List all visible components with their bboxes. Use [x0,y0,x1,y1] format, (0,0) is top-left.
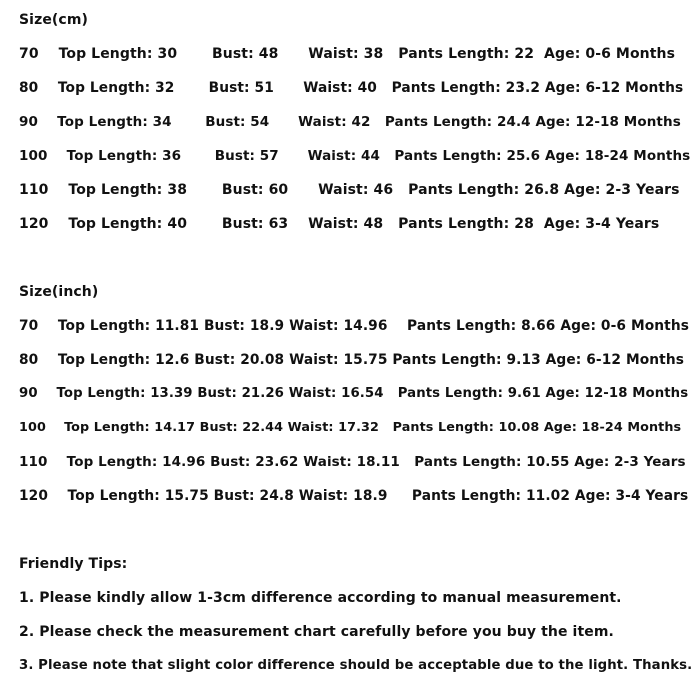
cm-heading: Size(cm) [19,12,89,28]
inch-row-120: 120 Top Length: 15.75 Bust: 24.8 Waist: 18.9 Pants Length: 11.02 Age: 3-4 Years [19,488,689,504]
tip-item-2: 2. Please check the measurement chart carefully before you buy the item. [19,624,614,640]
inch-row-80: 80 Top Length: 12.6 Bust: 20.08 Waist: 15.75 Pants Length: 9.13 Age: 6-12 Months [19,352,685,368]
inch-heading: Size(inch) [19,284,99,300]
cm-row-120: 120 Top Length: 40 Bust: 63 Waist: 48 Pants Length: 28 Age: 3-4 Years [19,216,660,232]
tip-item-1: 1. Please kindly allow 1-3cm difference according to manual measurement. [19,590,622,606]
cm-row-100: 100 Top Length: 36 Bust: 57 Waist: 44 Pants Length: 25.6 Age: 18-24 Months [19,148,691,164]
inch-row-100: 100 Top Length: 14.17 Bust: 22.44 Waist: 17.32 Pants Length: 10.08 Age: 18-24 Months [19,420,682,435]
tip-item-3: 3. Please note that slight color difference should be acceptable due to the light. Thanks. [19,658,693,673]
inch-row-90: 90 Top Length: 13.39 Bust: 21.26 Waist: 16.54 Pants Length: 9.61 Age: 12-18 Months [19,386,689,401]
tips-heading: Friendly Tips: [19,556,128,572]
cm-row-80: 80 Top Length: 32 Bust: 51 Waist: 40 Pants Length: 23.2 Age: 6-12 Months [19,80,684,96]
cm-row-70: 70 Top Length: 30 Bust: 48 Waist: 38 Pants Length: 22 Age: 0-6 Months [19,46,676,62]
inch-row-70: 70 Top Length: 11.81 Bust: 18.9 Waist: 14.96 Pants Length: 8.66 Age: 0-6 Months [19,318,690,334]
cm-row-90: 90 Top Length: 34 Bust: 54 Waist: 42 Pants Length: 24.4 Age: 12-18 Months [19,114,681,130]
inch-row-110: 110 Top Length: 14.96 Bust: 23.62 Waist: 18.11 Pants Length: 10.55 Age: 2-3 Years [19,454,686,470]
cm-row-110: 110 Top Length: 38 Bust: 60 Waist: 46 Pants Length: 26.8 Age: 2-3 Years [19,182,680,198]
